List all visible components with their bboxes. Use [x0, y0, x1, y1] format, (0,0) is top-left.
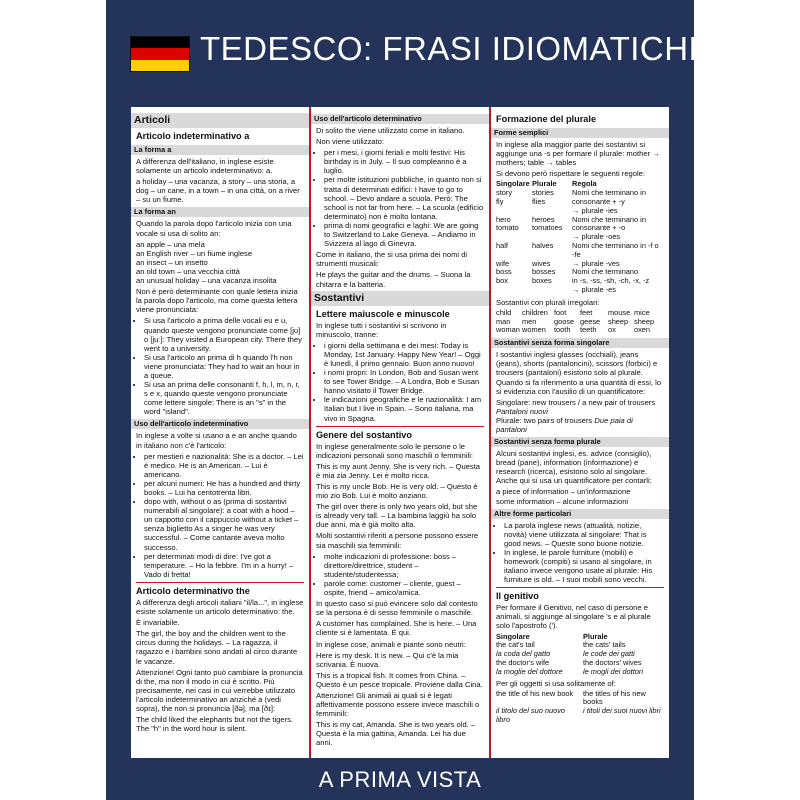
example-italian: Pantaloni nuovi	[496, 406, 548, 416]
table-cell: woman	[496, 325, 520, 335]
paragraph: Di solito the viene utilizzato come in italiano.	[316, 126, 465, 135]
table-row	[496, 318, 656, 327]
table-cell: feet	[580, 307, 593, 317]
table-row	[496, 286, 664, 295]
table-cell: the doctor's wife	[496, 657, 550, 667]
example: a piece of information – un'informazione	[496, 487, 631, 497]
section-divider	[316, 426, 484, 427]
paragraph: I sostantivi inglesi glasses (occhiali), jeans (jeans), shorts (pantaloncini), scissors (forbici) e trousers (pantaloni) esistono solo al plurale. Quando si fa riferimento a una quantità di essi, lo si evidenzia con l'ausilio di un quantificatore:	[496, 350, 662, 396]
list-item: • i giorni della settimana e dei mesi: Today is Monday, 1st January. Happy New Year! – Oggi è lunedì, il primo gennaio. Buon anno nuovo!	[324, 341, 484, 368]
bullet-list	[316, 552, 484, 597]
subsection-title: Articolo indeterminativo a	[136, 131, 250, 141]
table-cell: → plurale -es	[572, 284, 616, 294]
table-cell	[532, 286, 572, 295]
table-cell: half	[496, 240, 508, 250]
section-heading: Articoli	[131, 113, 309, 128]
table-cell: boss	[496, 267, 512, 277]
table-row	[496, 242, 664, 260]
paragraph: In inglese a volte si usano a e an anche quando in italiano non c'è l'articolo:	[136, 431, 297, 450]
table-cell: Nomi che terminano in -f o -fe	[572, 240, 659, 259]
plural-rules-table	[496, 180, 664, 294]
subsection-title: Lettere maiuscole e minuscole	[316, 308, 450, 319]
paragraph: Attenzione! Ogni tanto può cambiare la pronuncia di the, ma non il modo in cui è scritto. Più precisamente, nei casi in cui verrebbe utilizzato l'articolo indeterminativo an anziché a (vedi sopra), the non si pronuncia [ðə], ma [ðɪ]:	[136, 667, 303, 713]
paragraph: Si devono però rispettare le seguenti regole:	[496, 169, 646, 179]
header	[106, 0, 712, 100]
table-cell: the cat's tail	[496, 640, 535, 650]
table-cell: the cats' tails	[583, 640, 626, 650]
footer-brand: A PRIMA VISTA	[318, 767, 482, 792]
bullet-list	[136, 452, 304, 579]
table-cell: wives	[532, 258, 551, 268]
table-cell: consonante + -o	[572, 223, 626, 233]
table-cell: consonante + -y	[572, 196, 625, 206]
subsection-title: Formazione del plurale	[496, 114, 597, 124]
table-cell: wife	[496, 258, 510, 268]
paragraph: The child liked the elephants but not the tigers. The "h" in the word hour is silent.	[136, 715, 294, 734]
table-cell: boxes	[532, 276, 552, 286]
paragraph: This is a tropical fish. It comes from China. – Questo è un pesce tropicale. Proviene dalla Cina.	[316, 670, 483, 689]
table-cell: geese	[580, 316, 601, 326]
paragraph: In inglese alla maggior parte dei sostantivi si aggiunge una -s per formare il plurale: mother → mothers; table → tables	[496, 140, 660, 168]
example: an insect – un insetto	[136, 257, 208, 267]
table-cell	[496, 286, 532, 295]
list-item: • le indicazioni geografiche e le nazionalità: I am Italian but I live in Spain. – Sono italiana, ma vivo in Spagna.	[324, 395, 484, 422]
table-cell: the title of his new book	[496, 688, 574, 698]
list-item: • per molte istituzioni pubbliche, in quanto non si tratta di determinati edifici: I have to go to school. – Devo andare a scuola. Però: The school is not far from here. – La scuola (edificio determinato) non è molto lontana.	[324, 175, 484, 220]
table-cell: tooth	[554, 325, 571, 335]
table-cell: mouse	[608, 307, 631, 317]
table-cell: ox	[608, 325, 616, 335]
table-cell: child	[496, 307, 512, 317]
list-item: • Si usa an prima delle consonanti f, h, l, m, n, r, s e x, quando queste vengono pronunciate come lettere singole: There is an "s" in the word "island".	[144, 380, 304, 416]
example: some information – alcune informazioni	[496, 496, 629, 506]
example	[496, 398, 664, 416]
subsection-title: Articolo determinativo the	[136, 585, 250, 596]
column-3	[491, 107, 669, 758]
paragraph: In inglese generalmente solo le persone o le indicazioni personali sono maschili o femminili:	[316, 441, 474, 460]
subheading: Sostantivi senza forma plurale	[491, 437, 669, 447]
paragraph: Come in italiano, the si usa prima dei nomi di strumenti musicali:	[316, 250, 468, 269]
subheading: Altre forme particolari	[491, 509, 669, 519]
table-cell: heroes	[532, 214, 555, 224]
table-cell: halves	[532, 240, 554, 250]
subheading: La forma a	[131, 145, 309, 155]
table-cell: il titolo del suo nuovo libro	[496, 706, 566, 725]
paragraph: A differenza degli articoli italiani "il/la...", in inglese esiste solamente un articolo determinativo: the.	[136, 597, 304, 617]
paragraph: This is my cat, Amanda. She is two years old. – Questa è la mia gattina, Amanda. Lei ha due anni.	[316, 720, 476, 748]
list-item: • per i mesi, i giorni feriali e molti festivi: His birthday is in July. – Il suo compleanno è a luglio.	[324, 148, 484, 175]
list-item: • La parola inglese news (attualità, notizie, novità) viene utilizzata al singolare: That is good news. – Queste sono buone notizie.	[504, 521, 664, 548]
example: an unusual holiday – una vacanza insolita	[136, 276, 277, 286]
example	[496, 416, 664, 434]
table-cell: goose	[554, 316, 575, 326]
paragraph: Quando la parola dopo l'articolo inizia con una vocale si usa di solito an:	[136, 219, 292, 238]
table-cell: fly	[496, 196, 504, 206]
table-cell: stories	[532, 188, 554, 198]
paragraph: A customer has complained. She is here. – Una cliente si è lamentata. È qui.	[316, 619, 477, 638]
paragraph: Per formare il Genitivo, nel caso di persone e animali, si aggiunge al singolare 's e al plurale solo l'apostrofo (').	[496, 603, 651, 631]
table-cell: → plurale -oes	[572, 232, 621, 242]
table-cell: bosses	[532, 267, 556, 277]
table-cell: women	[522, 325, 546, 335]
table-cell: la coda del gatto	[496, 649, 551, 659]
table-cell: in -s, -ss, -sh, -ch, -x, -z	[572, 276, 650, 286]
paragraph: The girl, the boy and the children went to the circus during the holidays. – La ragazza, il ragazzo e i bambini sono andati al circo durante le vacanze.	[136, 629, 298, 666]
paragraph: Alcuni sostantivi inglesi, es. advice (consiglio), bread (pane), information (informazione) e research (ricerca), esistono solo al singolare. Anche qui si usa un quantificatore per contarli:	[496, 449, 652, 486]
irregular-plurals-table	[496, 309, 656, 335]
table-header: Singolare	[496, 179, 530, 189]
table-cell: flies	[532, 196, 546, 206]
paragraph: Non è però determinante con quale lettera inizia la parola dopo l'articolo, ma come questa lettera viene pronunciata:	[136, 287, 298, 315]
genitive-objects-table	[496, 690, 664, 725]
table-cell: Nomi che terminano	[572, 267, 639, 277]
example-english: Singolare: new trousers / a new pair of trousers	[496, 397, 656, 407]
table-header: Singolare	[496, 631, 530, 641]
table-cell: tomatoes	[532, 223, 563, 233]
subsection-title: Genere del sostantivo	[316, 429, 412, 440]
table-cell: the doctors' wives	[583, 657, 642, 667]
paragraph: a holiday – una vacanza, a story – una storia, a dog – un cane, in a town – in una città, on a river – su un fiume.	[136, 177, 300, 205]
list-item: • per mestieri e nazionalità: She is a doctor. – Lei è medico. He is an American. – Lui è americano.	[144, 452, 304, 479]
paragraph: In questo caso si può evincere solo dal contesto se la persona è di sesso femminile o maschile.	[316, 599, 478, 618]
paragraph: This is my aunt Jenny. She is very rich. – Questa è mia zia Jenny. Lei è molto ricca.	[316, 461, 481, 480]
bullet-list	[316, 341, 484, 423]
table-cell: the titles of his new books	[583, 688, 646, 707]
subheading: Sostantivi senza forma singolare	[491, 338, 669, 348]
list-item: • In inglese, le parole furniture (mobili) e homework (compiti) si usano al singolare, in italiano invece vengono usate al plurale: His furniture is old. – I suoi mobili sono vecchi.	[504, 548, 664, 584]
table-row	[496, 309, 656, 318]
paragraph: He plays the guitar and the drums. – Suona la chitarra e la batteria.	[316, 270, 471, 289]
paragraph: È invariabile.	[136, 618, 180, 628]
section-divider	[136, 582, 304, 583]
table-cell: la moglie del dottore	[496, 666, 563, 676]
table-cell: Nomi che terminano in	[572, 188, 646, 198]
list-item: • parole come: customer – cliente, guest – ospite, friend – amico/amica.	[324, 579, 484, 597]
table-cell: men	[522, 316, 537, 326]
list-item: • Si usa l'articolo a prima delle vocali eu e u, quando queste vengono pronunciate come [jʊ] o [juː]: They visited a European city. There they went to a university.	[144, 316, 304, 352]
table-row	[496, 707, 664, 725]
table-cell: → plurale -ves	[572, 258, 620, 268]
table-cell: teeth	[580, 325, 597, 335]
list-item: • per determinati modi di dire: I've got a temperature. – Ho la febbre. I'm in a hurry! – Vado di fretta!	[144, 552, 304, 579]
bullet-list	[496, 521, 664, 585]
paragraph: In inglese cose, animali e piante sono neutri:	[316, 639, 466, 649]
bullet-list	[316, 148, 484, 248]
column-1	[131, 107, 309, 758]
table-cell: story	[496, 188, 513, 198]
table-cell: sheep	[608, 316, 629, 326]
page-title: TEDESCO: FRASI IDIOMATICHE	[200, 30, 712, 67]
paragraph: A differenza dell'italiano, in inglese esiste solamente un articolo indeterminativo: a.	[136, 157, 274, 176]
table-cell: sheep	[634, 316, 655, 326]
paragraph: Here is my desk. It is new. – Qui c'è la mia scrivania. È nuova.	[316, 650, 459, 669]
paragraph: This is my uncle Bob. He is very old. – Questo è mio zio Bob. Lui è molto anziano.	[316, 482, 478, 501]
list-item: • prima di nomi geografici e laghi: We are going to Switzerland to Lake Geneva. – Andiamo in Svizzera al lago di Ginevra.	[324, 221, 484, 248]
section-divider	[496, 587, 664, 588]
paragraph: In inglese tutti i sostantivi si scrivono in minuscolo, tranne:	[316, 320, 447, 339]
table-cell: tomato	[496, 223, 519, 233]
table-cell: foot	[554, 307, 567, 317]
list-item: • dopo with, without o as (prima di sostantivi numerabili al singolare): a coat with a hood – un cappotto con il cappuccio without a ticket – senza biglietto As a singer he was very successful. – Come cantante aveva molto successo.	[144, 497, 304, 552]
german-flag-icon	[130, 36, 190, 72]
example: an apple – una mela	[136, 239, 205, 249]
list-item: • Si usa l'articolo an prima di h quando l'h non viene pronunciata: They had to wait an hour in a queue.	[144, 353, 304, 380]
table-cell: le mogli dei dottori	[583, 666, 643, 676]
paragraph: The girl over there is only two years old, but she is already very tall. – La bambina laggiù ha solo due anni, ma è già molto alta.	[316, 502, 478, 530]
section-heading: Sostantivi	[311, 291, 489, 306]
subheading: Uso dell'articolo indeterminativo	[131, 419, 309, 429]
subheading: La forma an	[131, 207, 309, 217]
list-item: • molte indicazioni di professione: boss – direttore/direttrice, student – studente/studentessa;	[324, 552, 484, 579]
table-header: Plurale	[583, 631, 608, 641]
example: an English river – un fiume inglese	[136, 248, 253, 258]
content-panel	[131, 107, 669, 758]
table-cell: mice	[634, 307, 650, 317]
subheading: Uso dell'articolo determinativo	[311, 114, 489, 124]
table-cell: Nomi che terminano in	[572, 214, 646, 224]
table-cell: box	[496, 276, 508, 286]
table-cell: → plurale -ies	[572, 205, 618, 215]
table-row	[496, 690, 664, 708]
table-row	[496, 668, 645, 677]
column-2	[311, 107, 489, 758]
example-english: Plurale: two pairs of trousers	[496, 415, 593, 425]
paragraph: Sostantivi con plurali irregolari:	[496, 297, 600, 307]
table-cell: i titoli dei suoi nuovi libri	[583, 706, 661, 716]
list-item: • per alcuni numeri: He has a hundred and thirty books. – Lui ha centotrenta libri.	[144, 479, 304, 497]
paragraph: Molti sostantivi riferiti a persone possono essere sia maschili sia femminili:	[316, 531, 479, 550]
paragraph: Per gli oggetti si usa solitamente of:	[496, 678, 616, 688]
table-cell: le code dei gatti	[583, 649, 635, 659]
subsection-title: Il genitivo	[496, 591, 539, 602]
paragraph: Non viene utilizzato:	[316, 137, 384, 147]
genitive-table	[496, 633, 645, 677]
example-italian: Due paia di pantaloni	[496, 415, 633, 434]
bullet-list	[136, 316, 304, 416]
table-cell: children	[522, 307, 548, 317]
example: an old town – una vecchia città	[136, 266, 240, 276]
list-item: • i nomi propri: In London, Bob and Susan went to see Tower Bridge. – A Londra, Bob e Susan hanno visitato il Tower Bridge.	[324, 368, 484, 395]
subheading: Forme semplici	[491, 128, 669, 138]
table-cell: man	[496, 316, 511, 326]
paragraph: Attenzione! Gli animali ai quali si è legati affettivamente possono essere invece maschili o femminili:	[316, 690, 480, 719]
table-row	[496, 326, 656, 335]
sheet	[106, 0, 712, 800]
table-header: Plurale	[532, 179, 557, 189]
table-cell: oxen	[634, 325, 651, 335]
table-header: Regola	[572, 179, 597, 189]
table-cell: hero	[496, 214, 511, 224]
